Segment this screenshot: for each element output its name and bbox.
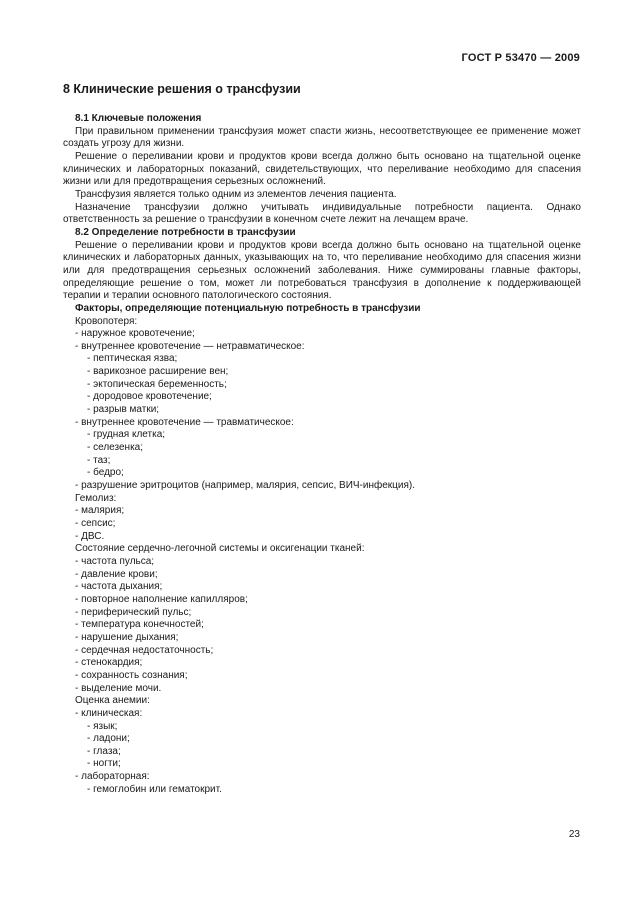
paragraph: При правильном применении трансфузия может спасти жизнь, несоответствующее ее применение может создать угрозу для жизни.: [63, 125, 581, 150]
factors-heading: Факторы, определяющие потенциальную потребность в трансфузии: [75, 302, 421, 314]
factor-list-item: - бедро;: [87, 467, 124, 479]
factor-list-item: Гемолиз:: [75, 492, 117, 504]
factor-list-item: - дородовое кровотечение;: [87, 391, 212, 403]
factor-list-item: - сохранность сознания;: [75, 669, 188, 681]
factor-list-item: - ногти;: [87, 758, 121, 770]
paragraph: Решение о переливании крови и продуктов крови всегда должно быть основано на тщательной оценке клинических и лабораторных показаний, свидетельствующих, что переливание необходимо для спасения жизни или для предотвращения серьезных осложнений.: [63, 150, 581, 188]
factor-list-item: - язык;: [87, 720, 118, 732]
factor-list-item: - таз;: [87, 454, 111, 466]
factor-list-item: - повторное наполнение капилляров;: [75, 593, 248, 605]
factor-list-item: - сепсис;: [75, 518, 116, 529]
factor-list-item: - частота пульса;: [75, 555, 155, 567]
factor-list-item: - периферический пульс;: [75, 606, 192, 618]
document-body: [63, 113, 581, 796]
factor-list-item: - давление крови;: [75, 568, 158, 580]
factor-list-item: - клиническая:: [75, 707, 143, 719]
factor-list-item: - внутреннее кровотечение — травматическое:: [75, 416, 294, 428]
factor-list-item: - селезенка;: [87, 442, 144, 454]
factor-list-item: - грудная клетка;: [87, 429, 166, 441]
factor-list-item: - эктопическая беременность;: [87, 378, 227, 390]
factor-list-item: Кровопотеря:: [75, 315, 138, 327]
paragraph: Назначение трансфузии должно учитывать индивидуальные потребности пациента. Однако ответственность за решение о трансфузии в конечном счете лежит на лечащем враче.: [63, 201, 581, 226]
paragraph: Трансфузия является только одним из элементов лечения пациента.: [75, 188, 397, 200]
factor-list-item: - разрыв матки;: [87, 404, 160, 416]
factor-list-item: - нарушение дыхания;: [75, 631, 179, 643]
factor-list-item: - сердечная недостаточность;: [75, 644, 214, 656]
factor-list-item: - внутреннее кровотечение — нетравматическое:: [75, 340, 305, 352]
factor-list-item: - ладони;: [87, 733, 130, 745]
factor-list-item: - варикозное расширение вен;: [87, 366, 229, 378]
factor-list-item: - ДВС.: [75, 530, 105, 542]
document-code-header: ГОСТ Р 53470 — 2009: [461, 52, 580, 64]
factor-list-item: - стенокардия;: [75, 657, 143, 669]
factor-list-item: - лабораторная:: [75, 771, 150, 783]
factor-list-item: - гемоглобин или гематокрит.: [87, 783, 222, 795]
factor-list-item: - наружное кровотечение;: [75, 328, 195, 340]
factor-list-item: Состояние сердечно-легочной системы и оксигенации тканей:: [75, 543, 365, 555]
subsection-heading-8-1: 8.1 Ключевые положения: [75, 113, 202, 124]
factor-list: [63, 316, 581, 797]
factor-list-item: Оценка анемии:: [75, 695, 150, 707]
factor-list-item: - глаза;: [87, 745, 121, 757]
factor-list-item: - температура конечностей;: [75, 619, 204, 631]
paragraph: Решение о переливании крови и продуктов крови всегда должно быть основано на тщательной оценке клинических и лабораторных данных, указывающих на то, что переливание необходимо для спасения жизни или для предотвращения серьезных осложнений заболевания. Ниже суммированы главные факторы, определяющие решение о том, может ли потребоваться трансфузия в дополнение к поддерживающей терапии и терапии основного патологического состояния.: [63, 239, 581, 302]
subsection-heading-8-2: 8.2 Определение потребности в трансфузии: [75, 226, 296, 238]
section-title: 8 Клинические решения о трансфузии: [63, 82, 301, 96]
factor-list-item: - малярия;: [75, 505, 125, 517]
factor-list-item: - разрушение эритроцитов (например, малярия, сепсис, ВИЧ-инфекция).: [75, 480, 415, 492]
page-number: 23: [568, 829, 580, 840]
factor-list-item: - пептическая язва;: [87, 353, 178, 365]
factor-list-item: - выделение мочи.: [75, 682, 162, 694]
factor-list-item: - частота дыхания;: [75, 581, 163, 593]
